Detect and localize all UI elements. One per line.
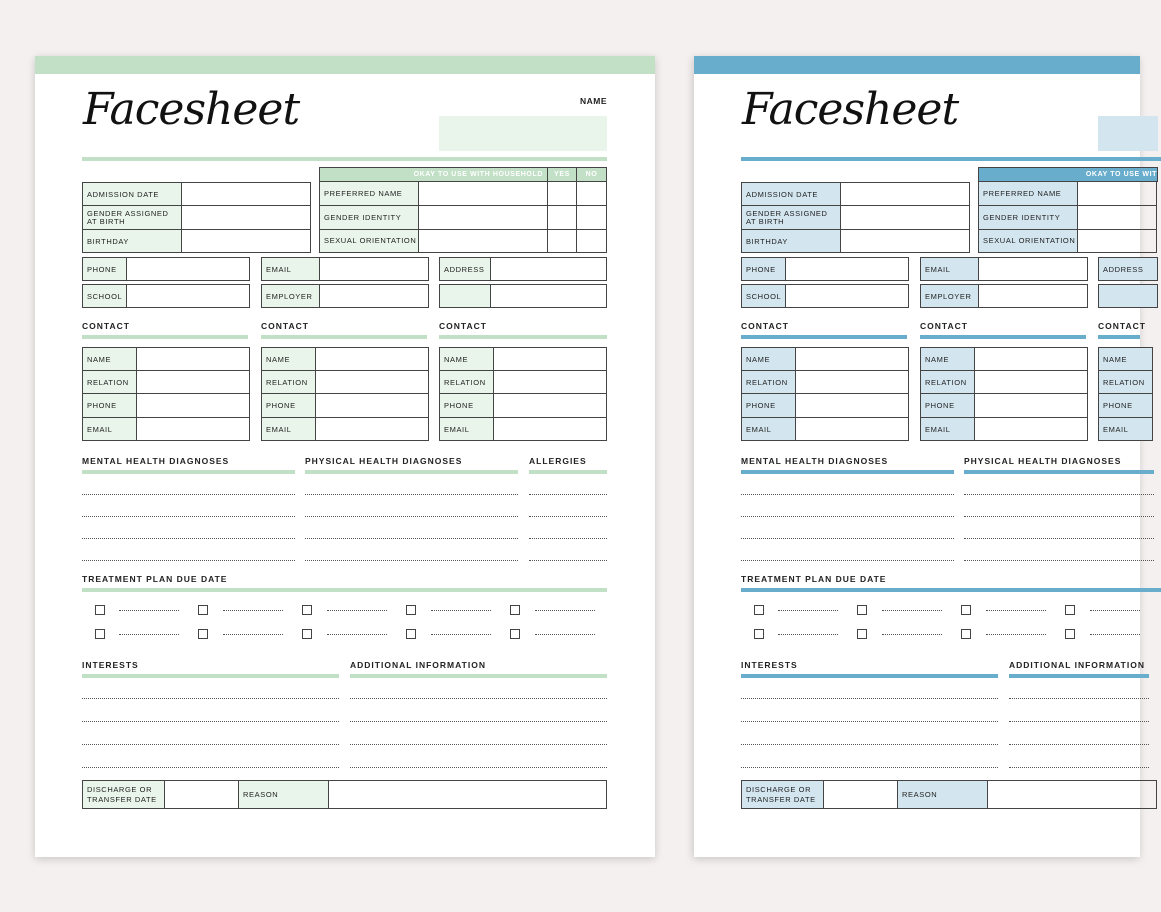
name-field[interactable] (439, 116, 607, 151)
treatment-date-line[interactable] (778, 610, 838, 611)
contact2-email-label: EMAIL (261, 417, 316, 441)
contact1-relation-label: RELATION (82, 370, 137, 394)
additional-line-2[interactable] (350, 721, 607, 722)
discharge-field[interactable] (823, 780, 898, 809)
gender-birth-field[interactable] (840, 205, 970, 230)
treatment-date-line[interactable] (327, 634, 387, 635)
preferred-name-label: PREFERRED NAME (978, 181, 1078, 206)
allergies-rule (529, 470, 607, 474)
phone-label: PHONE (82, 257, 127, 281)
okay-household-header: OKAY TO USE WITH HOUSEHOLD (319, 167, 548, 182)
gender-identity-label: GENDER IDENTITY (978, 205, 1078, 230)
treatment-checkbox[interactable] (1065, 629, 1075, 639)
email-field[interactable] (978, 257, 1088, 281)
employer-field[interactable] (319, 284, 429, 308)
gender-identity-field[interactable] (1077, 205, 1157, 230)
mental-line-4[interactable] (741, 560, 954, 561)
contact3-name-label: NAME (439, 347, 494, 371)
treatment-date-line[interactable] (223, 634, 283, 635)
contact1-email-field[interactable] (795, 417, 909, 441)
mental-line-3[interactable] (741, 538, 954, 539)
interests-heading: INTERESTS (82, 660, 139, 670)
sexual-orientation-yes[interactable] (547, 229, 577, 253)
physical-line-1[interactable] (964, 494, 1154, 495)
header-rule (82, 157, 607, 161)
contact2-email-field[interactable] (315, 417, 429, 441)
treatment-checkbox[interactable] (95, 629, 105, 639)
treatment-plan-rule (82, 588, 607, 592)
contact2-name-label: NAME (261, 347, 316, 371)
employer-label: EMPLOYER (920, 284, 979, 308)
additional-line-3[interactable] (1009, 744, 1149, 745)
email-label: EMAIL (261, 257, 320, 281)
gender-identity-no[interactable] (576, 205, 607, 230)
contact1-phone-field[interactable] (795, 393, 909, 418)
physical-line-4[interactable] (964, 560, 1154, 561)
gender-identity-yes[interactable] (547, 205, 577, 230)
treatment-checkbox[interactable] (198, 629, 208, 639)
contact2-relation-label: RELATION (920, 370, 975, 394)
address-label-2 (439, 284, 491, 308)
preferred-name-field[interactable] (418, 181, 548, 206)
mental-line-4[interactable] (82, 560, 295, 561)
mental-line-1[interactable] (82, 494, 295, 495)
birthday-field[interactable] (840, 229, 970, 253)
contact-rule-2 (920, 335, 1086, 339)
contact-heading-3: CONTACT (439, 321, 487, 331)
contact2-relation-field[interactable] (315, 370, 429, 394)
phone-field[interactable] (785, 257, 909, 281)
contact3-name-label: NAME (1098, 347, 1153, 371)
interests-heading: INTERESTS (741, 660, 798, 670)
allergies-line-2[interactable] (529, 516, 607, 517)
employer-field[interactable] (978, 284, 1088, 308)
address-field[interactable] (490, 257, 607, 281)
treatment-date-line[interactable] (1090, 634, 1140, 635)
contact1-name-label: NAME (741, 347, 796, 371)
treatment-checkbox[interactable] (198, 605, 208, 615)
allergies-heading: ALLERGIES (529, 456, 587, 466)
contact-rule-1 (82, 335, 248, 339)
preferred-name-label: PREFERRED NAME (319, 181, 419, 206)
contact2-email-label: EMAIL (920, 417, 975, 441)
treatment-checkbox[interactable] (1065, 605, 1075, 615)
contact3-phone-field[interactable] (493, 393, 607, 418)
admission-date-field[interactable] (181, 182, 311, 206)
physical-line-2[interactable] (964, 516, 1154, 517)
employer-label: EMPLOYER (261, 284, 320, 308)
treatment-checkbox[interactable] (961, 629, 971, 639)
treatment-checkbox[interactable] (510, 605, 520, 615)
okay-household-header: OKAY TO USE WIT (978, 167, 1158, 182)
sexual-orientation-label: SEXUAL ORIENTATION (978, 229, 1078, 253)
contact1-phone-field[interactable] (136, 393, 250, 418)
facesheet-page-blue (694, 56, 1157, 857)
discharge-label: DISCHARGE OR TRANSFER DATE (741, 780, 824, 809)
additional-info-heading: ADDITIONAL INFORMATION (350, 660, 486, 670)
treatment-date-line[interactable] (882, 634, 942, 635)
treatment-plan-heading: TREATMENT PLAN DUE DATE (82, 574, 228, 584)
contact3-relation-label: RELATION (439, 370, 494, 394)
contact1-phone-label: PHONE (741, 393, 796, 418)
contact-rule-1 (741, 335, 907, 339)
treatment-checkbox[interactable] (857, 629, 867, 639)
treatment-date-line[interactable] (535, 634, 595, 635)
sexual-orientation-no[interactable] (576, 229, 607, 253)
contact-heading-2: CONTACT (920, 321, 968, 331)
preferred-name-no[interactable] (576, 181, 607, 206)
contact3-relation-field[interactable] (493, 370, 607, 394)
sexual-orientation-field[interactable] (418, 229, 548, 253)
top-color-bar (694, 56, 1140, 74)
reason-field[interactable] (987, 780, 1157, 809)
treatment-date-line[interactable] (882, 610, 942, 611)
contact2-relation-label: RELATION (261, 370, 316, 394)
additional-info-heading: ADDITIONAL INFORMATION (1009, 660, 1145, 670)
contact3-phone-label: PHONE (439, 393, 494, 418)
school-field[interactable] (785, 284, 909, 308)
contact1-phone-label: PHONE (82, 393, 137, 418)
treatment-date-line[interactable] (223, 610, 283, 611)
treatment-plan-heading: TREATMENT PLAN DUE DATE (741, 574, 887, 584)
treatment-checkbox[interactable] (961, 605, 971, 615)
interests-rule (82, 674, 339, 678)
mental-line-2[interactable] (741, 516, 954, 517)
contact1-relation-label: RELATION (741, 370, 796, 394)
discharge-field[interactable] (164, 780, 239, 809)
email-label: EMAIL (920, 257, 979, 281)
contact-rule-3 (439, 335, 607, 339)
interests-rule (741, 674, 998, 678)
physical-health-heading: PHYSICAL HEALTH DIAGNOSES (964, 456, 1122, 466)
additional-info-rule (350, 674, 607, 678)
interests-line-1[interactable] (82, 698, 339, 699)
gender-birth-field[interactable] (181, 205, 311, 230)
gender-identity-field[interactable] (418, 205, 548, 230)
interests-line-4[interactable] (741, 767, 998, 768)
reason-label: REASON (238, 780, 329, 809)
reason-label: REASON (897, 780, 988, 809)
treatment-checkbox[interactable] (754, 605, 764, 615)
contact1-name-label: NAME (82, 347, 137, 371)
physical-line-3[interactable] (305, 538, 518, 539)
additional-info-rule (1009, 674, 1149, 678)
admission-date-label: ADMISSION DATE (82, 182, 182, 206)
physical-line-3[interactable] (964, 538, 1154, 539)
address-label-2 (1098, 284, 1158, 308)
page-title: Facesheet (83, 84, 300, 135)
school-field[interactable] (126, 284, 250, 308)
treatment-checkbox[interactable] (302, 605, 312, 615)
name-label: NAME (579, 96, 607, 106)
physical-health-rule (964, 470, 1154, 474)
contact2-name-field[interactable] (974, 347, 1088, 371)
contact-rule-3 (1098, 335, 1140, 339)
phone-label: PHONE (741, 257, 786, 281)
treatment-date-line[interactable] (535, 610, 595, 611)
discharge-label: DISCHARGE OR TRANSFER DATE (82, 780, 165, 809)
interests-line-3[interactable] (741, 744, 998, 745)
interests-line-2[interactable] (741, 721, 998, 722)
birthday-label: BIRTHDAY (741, 229, 841, 253)
contact2-name-label: NAME (920, 347, 975, 371)
allergies-line-4[interactable] (529, 560, 607, 561)
mental-line-3[interactable] (82, 538, 295, 539)
contact2-email-field[interactable] (974, 417, 1088, 441)
interests-line-1[interactable] (741, 698, 998, 699)
additional-line-4[interactable] (1009, 767, 1149, 768)
header-rule (741, 157, 1161, 161)
school-label: SCHOOL (82, 284, 127, 308)
treatment-date-line[interactable] (327, 610, 387, 611)
interests-line-2[interactable] (82, 721, 339, 722)
address-label: ADDRESS (1098, 257, 1158, 281)
contact1-name-field[interactable] (795, 347, 909, 371)
treatment-date-line[interactable] (1090, 610, 1140, 611)
treatment-checkbox[interactable] (95, 605, 105, 615)
additional-line-3[interactable] (350, 744, 607, 745)
allergies-line-3[interactable] (529, 538, 607, 539)
treatment-checkbox[interactable] (857, 605, 867, 615)
page-title: Facesheet (742, 84, 959, 135)
additional-line-4[interactable] (350, 767, 607, 768)
contact3-email-field[interactable] (493, 417, 607, 441)
contact3-relation-label: RELATION (1098, 370, 1153, 394)
name-field[interactable] (1098, 116, 1158, 151)
interests-line-4[interactable] (82, 767, 339, 768)
contact1-email-label: EMAIL (82, 417, 137, 441)
contact-rule-2 (261, 335, 427, 339)
interests-line-3[interactable] (82, 744, 339, 745)
phone-field[interactable] (126, 257, 250, 281)
contact2-phone-label: PHONE (261, 393, 316, 418)
admission-date-field[interactable] (840, 182, 970, 206)
contact2-phone-field[interactable] (974, 393, 1088, 418)
gender-identity-label: GENDER IDENTITY (319, 205, 419, 230)
physical-line-1[interactable] (305, 494, 518, 495)
contact1-email-field[interactable] (136, 417, 250, 441)
additional-line-1[interactable] (1009, 698, 1149, 699)
physical-line-2[interactable] (305, 516, 518, 517)
physical-health-heading: PHYSICAL HEALTH DIAGNOSES (305, 456, 463, 466)
contact3-email-label: EMAIL (439, 417, 494, 441)
preferred-name-yes[interactable] (547, 181, 577, 206)
top-color-bar (35, 56, 655, 74)
gender-birth-label: GENDER ASSIGNED AT BIRTH (741, 205, 841, 230)
physical-health-rule (305, 470, 518, 474)
treatment-checkbox[interactable] (302, 629, 312, 639)
treatment-checkbox[interactable] (406, 605, 416, 615)
no-header: NO (576, 167, 607, 182)
physical-line-4[interactable] (305, 560, 518, 561)
treatment-date-line[interactable] (986, 610, 1046, 611)
treatment-checkbox[interactable] (406, 629, 416, 639)
contact2-name-field[interactable] (315, 347, 429, 371)
treatment-date-line[interactable] (778, 634, 838, 635)
treatment-date-line[interactable] (119, 634, 179, 635)
contact3-email-label: EMAIL (1098, 417, 1153, 441)
treatment-date-line[interactable] (431, 634, 491, 635)
contact2-relation-field[interactable] (974, 370, 1088, 394)
contact1-email-label: EMAIL (741, 417, 796, 441)
mental-line-1[interactable] (741, 494, 954, 495)
treatment-plan-rule (741, 588, 1161, 592)
treatment-date-line[interactable] (431, 610, 491, 611)
birthday-label: BIRTHDAY (82, 229, 182, 253)
contact3-phone-label: PHONE (1098, 393, 1153, 418)
address-label: ADDRESS (439, 257, 491, 281)
birthday-field[interactable] (181, 229, 311, 253)
contact2-phone-field[interactable] (315, 393, 429, 418)
contact1-relation-field[interactable] (136, 370, 250, 394)
contact3-name-field[interactable] (493, 347, 607, 371)
mental-health-heading: MENTAL HEALTH DIAGNOSES (82, 456, 230, 466)
yes-header: YES (547, 167, 577, 182)
sexual-orientation-label: SEXUAL ORIENTATION (319, 229, 419, 253)
allergies-line-1[interactable] (529, 494, 607, 495)
additional-line-2[interactable] (1009, 721, 1149, 722)
sexual-orientation-field[interactable] (1077, 229, 1157, 253)
contact-heading-3: CONTACT (1098, 321, 1146, 331)
contact1-name-field[interactable] (136, 347, 250, 371)
contact2-phone-label: PHONE (920, 393, 975, 418)
gender-birth-label: GENDER ASSIGNED AT BIRTH (82, 205, 182, 230)
contact-heading-1: CONTACT (741, 321, 789, 331)
school-label: SCHOOL (741, 284, 786, 308)
mental-health-rule (82, 470, 295, 474)
mental-health-heading: MENTAL HEALTH DIAGNOSES (741, 456, 889, 466)
treatment-date-line[interactable] (986, 634, 1046, 635)
treatment-checkbox[interactable] (754, 629, 764, 639)
treatment-checkbox[interactable] (510, 629, 520, 639)
reason-field[interactable] (328, 780, 607, 809)
contact-heading-2: CONTACT (261, 321, 309, 331)
contact-heading-1: CONTACT (82, 321, 130, 331)
mental-line-2[interactable] (82, 516, 295, 517)
email-field[interactable] (319, 257, 429, 281)
contact1-relation-field[interactable] (795, 370, 909, 394)
address-field-2[interactable] (490, 284, 607, 308)
treatment-date-line[interactable] (119, 610, 179, 611)
preferred-name-field[interactable] (1077, 181, 1157, 206)
facesheet-page-green (35, 56, 655, 857)
mental-health-rule (741, 470, 954, 474)
additional-line-1[interactable] (350, 698, 607, 699)
admission-date-label: ADMISSION DATE (741, 182, 841, 206)
